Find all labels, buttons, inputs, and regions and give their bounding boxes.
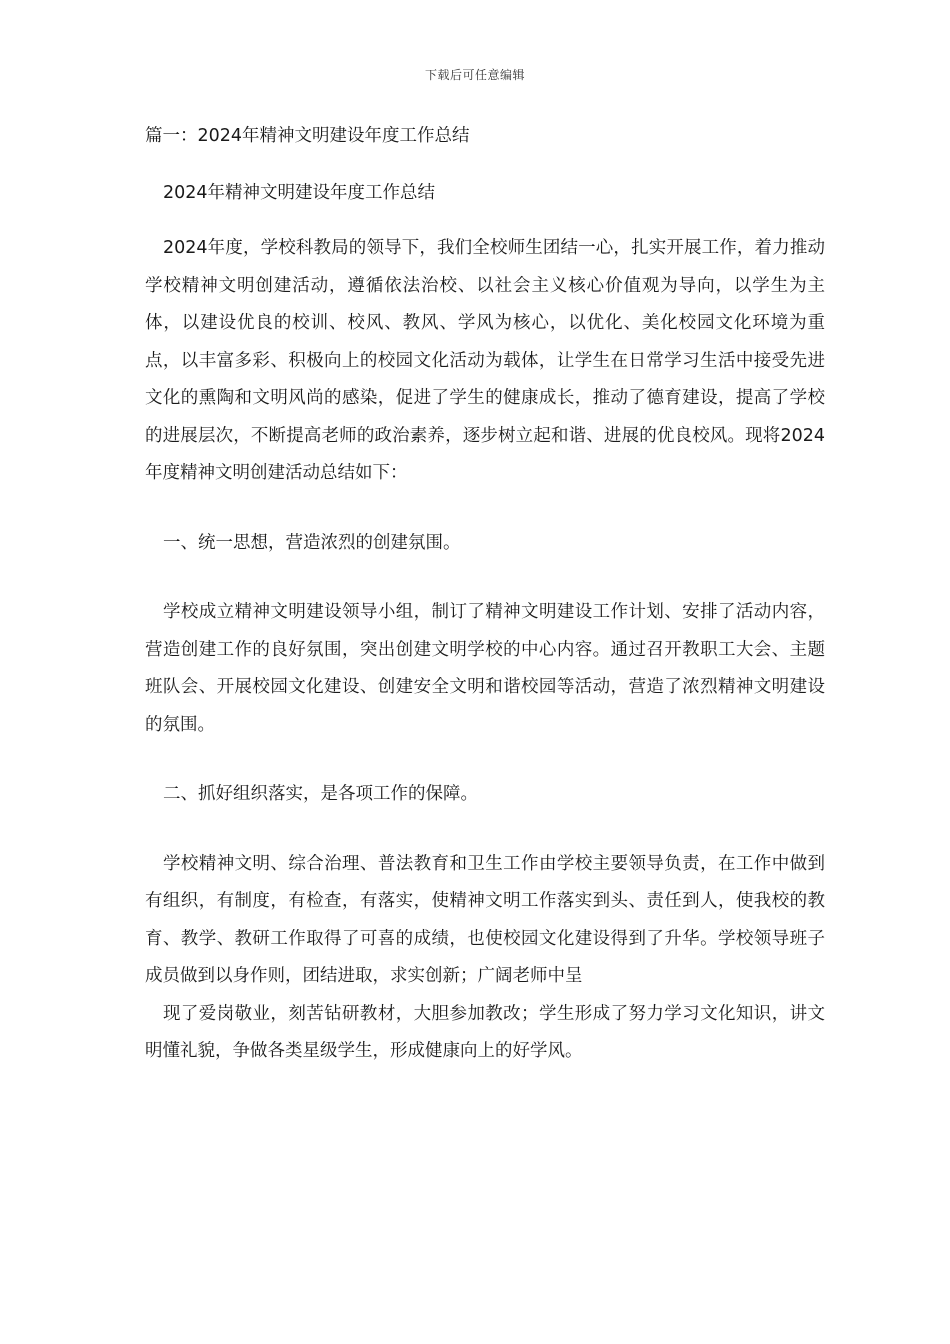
header-note: 下载后可任意编辑 bbox=[424, 68, 525, 82]
chapter-title: 篇一：2024年精神文明建设年度工作总结 bbox=[145, 126, 470, 146]
spacer bbox=[145, 562, 825, 594]
document-body bbox=[145, 118, 825, 1071]
spacer bbox=[145, 814, 825, 846]
intro-paragraph: 2024年度，学校科教局的领导下，我们全校师生团结一心，扎实开展工作，着力推动学校精神文明创建活动，遵循依法治校、以社会主义核心价值观为导向，以学生为主体，以建设优良的校训、校风、教风、学风为核心，以优化、美化校园文化环境为重点，以丰富多彩、积极向上的校园文化活动为载体，让学生在日常学习生活中接受先进文化的熏陶和文明风尚的感染，促进了学生的健康成长，推动了德育建设，提高了学校的进展层次，不断提高老师的政治素养，逐步树立起和谐、进展的优良校风。现将2024年度精神文明创建活动总结如下： bbox=[145, 238, 825, 483]
document-subtitle: 2024年精神文明建设年度工作总结 bbox=[163, 182, 436, 203]
section-1-paragraph: 学校成立精神文明建设领导小组，制订了精神文明建设工作计划、安排了活动内容，营造创建工作的良好氛围，突出创建文明学校的中心内容。通过召开教职工大会、主题班队会、开展校园文化建设、创建安全文明和谐校园等活动，营造了浓烈精神文明建设的氛围。 bbox=[145, 602, 825, 735]
section-2-paragraph-a: 学校精神文明、综合治理、普法教育和卫生工作由学校主要领导负责，在工作中做到有组织，有制度，有检查，有落实，使精神文明工作落实到头、责任到人，使我校的教育、教学、教研工作取得了可喜的成绩，也使校园文化建设得到了升华。学校领导班子成员做到以身作则，团结进取，求实创新；广阔老师中呈 bbox=[145, 853, 825, 986]
spacer bbox=[145, 744, 825, 776]
section-1-heading: 一、统一思想，营造浓烈的创建氛围。 bbox=[163, 532, 461, 553]
section-2-paragraph-b: 现了爱岗敬业，刻苦钻研教材，大胆参加教改；学生形成了努力学习文化知识，讲文明懂礼貌，争做各类星级学生，形成健康向上的好学风。 bbox=[145, 1003, 825, 1061]
section-2-heading: 二、抓好组织落实，是各项工作的保障。 bbox=[163, 784, 478, 804]
spacer bbox=[145, 493, 825, 525]
